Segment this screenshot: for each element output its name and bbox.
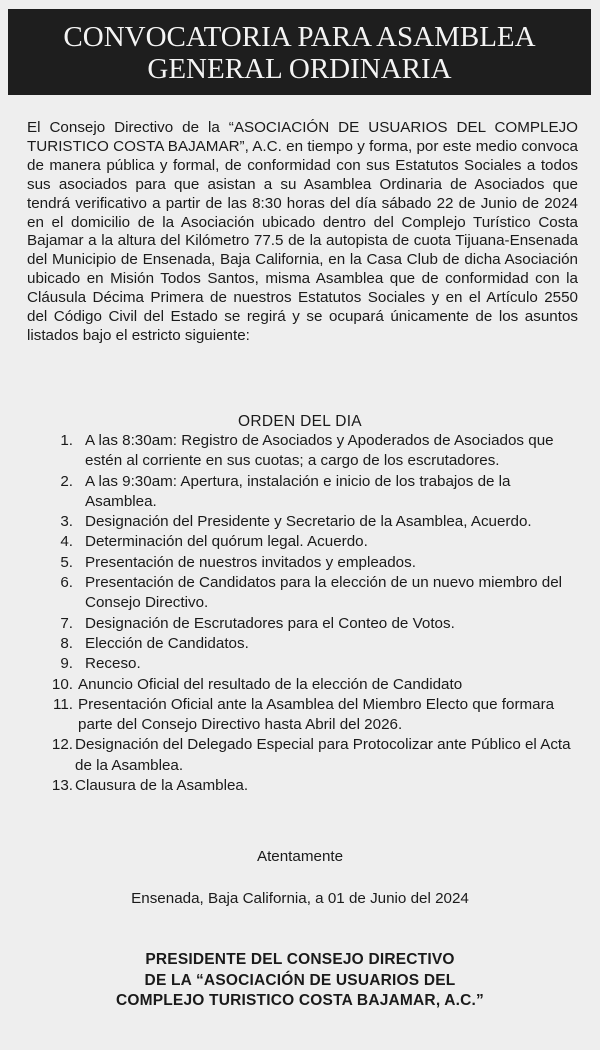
list-item (40, 431, 585, 472)
item-number: 6. (60, 574, 73, 592)
title-line-2: GENERAL ORDINARIA (147, 53, 452, 85)
item-text: Presentación de nuestros invitados y empleados. (85, 553, 416, 571)
item-number: 11. (53, 695, 73, 713)
item-text: Clausura de la Asamblea. (75, 777, 249, 795)
item-text: Determinación del quórum legal. Acuerdo. (85, 533, 368, 551)
list-item (40, 654, 585, 674)
list-item (40, 472, 585, 513)
item-number: 5. (60, 553, 73, 571)
list-item (40, 614, 585, 634)
item-number: 13. (51, 777, 73, 795)
item-number: 1. (60, 432, 73, 449)
title-line-1: CONVOCATORIA PARA ASAMBLEA (63, 21, 536, 53)
item-number: 7. (60, 614, 73, 632)
list-item (40, 675, 585, 695)
item-number: 12. (51, 736, 73, 754)
item-text: A las 8:30am: Registro de Asociados y Apoderados de Asociados que estén al corriente en sus cuotas; a cargo de los escrutadores. (85, 432, 554, 470)
item-text: Designación del Presidente y Secretario de la Asamblea, Acuerdo. (85, 513, 532, 531)
list-item (40, 553, 585, 573)
item-text: Presentación Oficial ante la Asamblea del Miembro Electo que formara parte del Consejo Directivo hasta Abril del 2026. (78, 695, 555, 734)
list-item (40, 634, 585, 654)
item-text: Presentación de Candidatos para la elección de un nuevo miembro del Consejo Directivo. (85, 574, 563, 612)
item-text: Receso. (85, 655, 141, 673)
title-banner (8, 9, 591, 95)
salutation: Atentamente (256, 848, 344, 865)
item-text: A las 9:30am: Apertura, instalación e inicio de los trabajos de la Asamblea. (85, 472, 511, 510)
list-item (40, 512, 585, 532)
list-item (40, 532, 585, 552)
item-number: 10. (51, 675, 73, 693)
item-text: Designación de Escrutadores para el Conteo de Votos. (85, 614, 455, 632)
list-item (40, 776, 585, 796)
agenda-title: ORDEN DEL DIA (238, 413, 362, 430)
item-number: 8. (60, 634, 73, 652)
item-number: 9. (60, 655, 73, 673)
signature-line-3: COMPLEJO TURISTICO COSTA BAJAMAR, A.C.” (115, 992, 485, 1009)
list-item (40, 573, 585, 614)
signature-block (0, 950, 600, 1012)
item-number: 2. (60, 472, 73, 490)
agenda-list (40, 431, 585, 796)
item-text: Designación del Delegado Especial para Protocolizar ante Público el Acta de la Asamblea. (75, 736, 571, 774)
list-item (40, 695, 585, 736)
list-item (40, 735, 585, 776)
signature-line-1: PRESIDENTE DEL CONSEJO DIRECTIVO (145, 951, 455, 968)
intro-paragraph: El Consejo Directivo de la “ASOCIACIÓN DE USUARIOS DEL COMPLEJO TURISTICO COSTA BAJAMAR”, A.C. en tiempo y forma, por este medio convoca de manera pública y formal, de conformidad con sus Estatutos Sociales a todos sus asociados para que asistan a su Asamblea Ordinaria de Asociados que tendrá verificativo a partir de las 8:30 horas del día sábado 22 de Junio de 2024 en el domicilio de la Asociación ubicado dentro del Complejo Turístico Costa Bajamar a la altura del Kilómetro 77.5 de la autopista de cuota Tijuana-Ensenada del Municipio de Ensenada, Baja California, en la Casa Club de dicha Asociación ubicado en Misión Todos Santos, misma Asamblea que de conformidad con la Cláusula Décima Primera de nuestros Estatutos Sociales y en el Artículo 2550 del Código Civil del Estado se regirá y se ocupará únicamente de los asuntos listados bajo el estricto siguiente: (27, 119, 578, 344)
item-text: Anuncio Oficial del resultado de la elección de Candidato (78, 675, 463, 693)
item-number: 3. (60, 513, 73, 531)
item-text: Elección de Candidatos. (85, 634, 249, 652)
place-date: Ensenada, Baja California, a 01 de Junio del 2024 (131, 890, 469, 907)
signature-line-2: DE LA “ASOCIACIÓN DE USUARIOS DEL (144, 971, 456, 989)
item-number: 4. (60, 533, 73, 551)
